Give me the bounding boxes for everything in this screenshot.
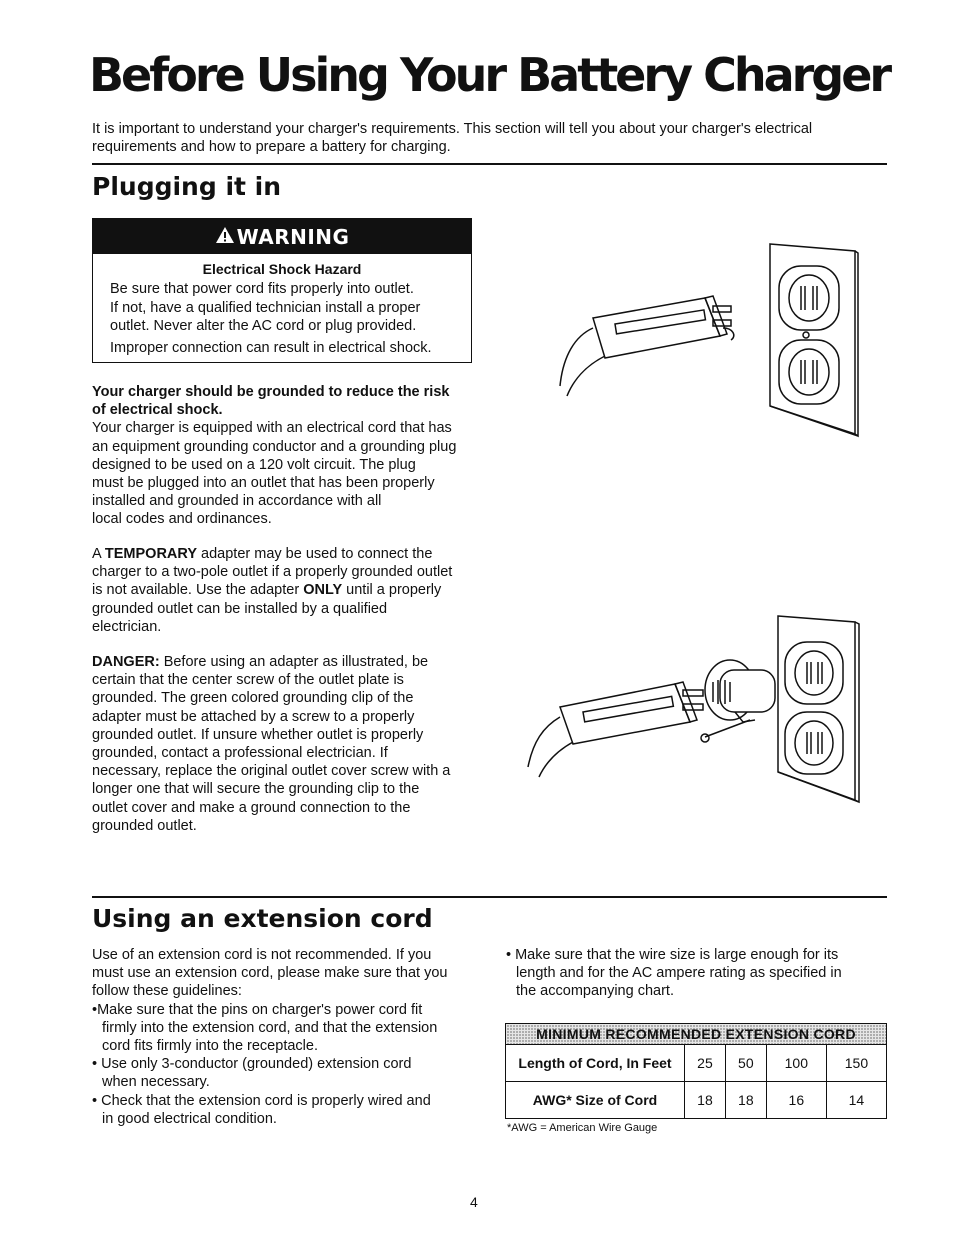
danger-line: outlet cover and make a ground connection to the [92,799,411,816]
table-row [506,1082,887,1119]
adapter-line [92,545,502,563]
bullet-item [506,946,886,1001]
danger-label: DANGER: [92,654,160,670]
bullet-line: •Make sure that the pins on charger's power cord fit [92,1001,423,1018]
bullet-line: • Make sure that the wire size is large enough for its [506,947,839,963]
intro-paragraph [92,120,892,156]
warning-label: WARNING [236,224,350,249]
adapter-line: electrician. [92,618,162,635]
adapter-plug-illustration [525,612,865,807]
extension-heading: Using an extension cord [92,904,433,933]
bullet-line: • Check that the extension cord is properly wired and [92,1092,431,1109]
extension-left-column [92,946,492,1128]
grounding-line: installed and grounded in accordance with all [92,493,382,510]
adapter-line: charger to a two-pole outlet if a properly grounded outlet [92,564,453,581]
adapter-emphasis: ONLY [303,582,343,599]
table-row-label: AWG* Size of Cord [506,1082,685,1119]
bullet-line: when necessary. [102,1074,210,1091]
bullet-line: in good electrical condition. [102,1110,277,1127]
warning-line: outlet. Never alter the AC cord or plug provided. [110,318,417,334]
table-row [506,1045,887,1082]
grounding-paragraph [92,383,502,529]
danger-line: grounded, contact a professional electrician. If [92,745,388,762]
table-cell: 16 [766,1082,826,1119]
bullet-line: • Use only 3-conductor (grounded) extension cord [92,1056,412,1073]
grounding-line: must be plugged into an outlet that has been properly [92,475,435,492]
table-row-label: Length of Cord, In Feet [506,1045,685,1082]
warning-line: Be sure that power cord fits properly into outlet. [110,281,414,297]
warning-triangle-icon [215,225,235,249]
danger-line: grounded. The green colored grounding clip of the [92,690,414,707]
adapter-line [92,581,502,599]
plugging-heading: Plugging it in [92,172,282,201]
danger-line: longer one that will secure the grounding clip to the [92,781,420,798]
danger-line: adapter must be attached by a screw to a properly [92,708,415,725]
extension-right-column [506,946,886,1001]
bullet-item [92,1055,492,1091]
extension-intro-line: must use an extension cord, please make sure that you [92,965,448,982]
bullet-line: firmly into the extension cord, and that the extension [102,1019,438,1036]
grounded-plug-illustration [555,236,865,441]
adapter-text: until a properly [342,582,442,599]
grounding-line: local codes and ordinances. [92,511,272,528]
warning-subtitle: Electrical Shock Hazard [202,261,362,277]
page-title: Before Using Your Battery Charger [89,48,890,102]
danger-paragraph [92,653,502,835]
table-footnote: *AWG = American Wire Gauge [507,1122,658,1134]
section-divider [92,896,887,898]
grounding-bold-line: Your charger should be grounded to reduce the risk [92,384,450,400]
adapter-text: adapter may be used to connect the [197,546,433,562]
page-number: 4 [470,1194,478,1210]
warning-line: If not, have a qualified technician install a proper [110,299,421,316]
bullet-item [92,1001,492,1056]
bullet-line: the accompanying chart. [516,983,674,1000]
warning-line: Improper connection can result in electrical shock. [110,339,432,356]
bullet-line: cord fits firmly into the receptacle. [102,1038,318,1055]
warning-header [93,219,471,254]
adapter-emphasis: TEMPORARY [104,546,198,562]
grounding-line: designed to be used on a 120 volt circuit. The plug [92,456,416,473]
table-cell: 150 [826,1045,886,1082]
bullet-item [92,1092,492,1128]
intro-line: requirements and how to prepare a battery for charging. [92,139,451,155]
warning-text [93,277,471,357]
intro-line: It is important to understand your charger's requirements. This section will tell you about your charger's electrical [92,121,813,137]
table-header: MINIMUM RECOMMENDED EXTENSION CORD [506,1024,887,1045]
danger-line: necessary, replace the original outlet cover screw with a [92,763,451,780]
adapter-text: A [92,546,105,562]
extension-intro-line: Use of an extension cord is not recommended. If you [92,947,432,963]
table-cell: 18 [725,1082,766,1119]
danger-line: certain that the center screw of the outlet plate is [92,672,404,689]
bullet-line: length and for the AC ampere rating as specified in [516,965,842,982]
grounding-line: an equipment grounding conductor and a grounding plug [92,438,457,455]
danger-line: grounded outlet. [92,817,197,834]
danger-text: Before using an adapter as illustrated, be [159,654,429,670]
danger-line: grounded outlet. If unsure whether outlet is properly [92,726,424,743]
extension-cord-table [505,1023,887,1119]
table-cell: 18 [685,1082,726,1119]
adapter-paragraph [92,545,502,636]
section-divider [92,163,887,165]
danger-line [92,653,502,671]
table-cell: 100 [766,1045,826,1082]
table-header-row [506,1024,887,1045]
grounding-line: Your charger is equipped with an electrical cord that has [92,420,452,437]
table-cell: 25 [685,1045,726,1082]
table-cell: 14 [826,1082,886,1119]
extension-intro-line: follow these guidelines: [92,983,242,1000]
adapter-text: is not available. Use the adapter [92,582,304,599]
adapter-line: grounded outlet can be installed by a qualified [92,600,388,617]
table-cell: 50 [725,1045,766,1082]
grounding-bold-line: of electrical shock. [92,402,223,419]
warning-box [92,218,472,363]
